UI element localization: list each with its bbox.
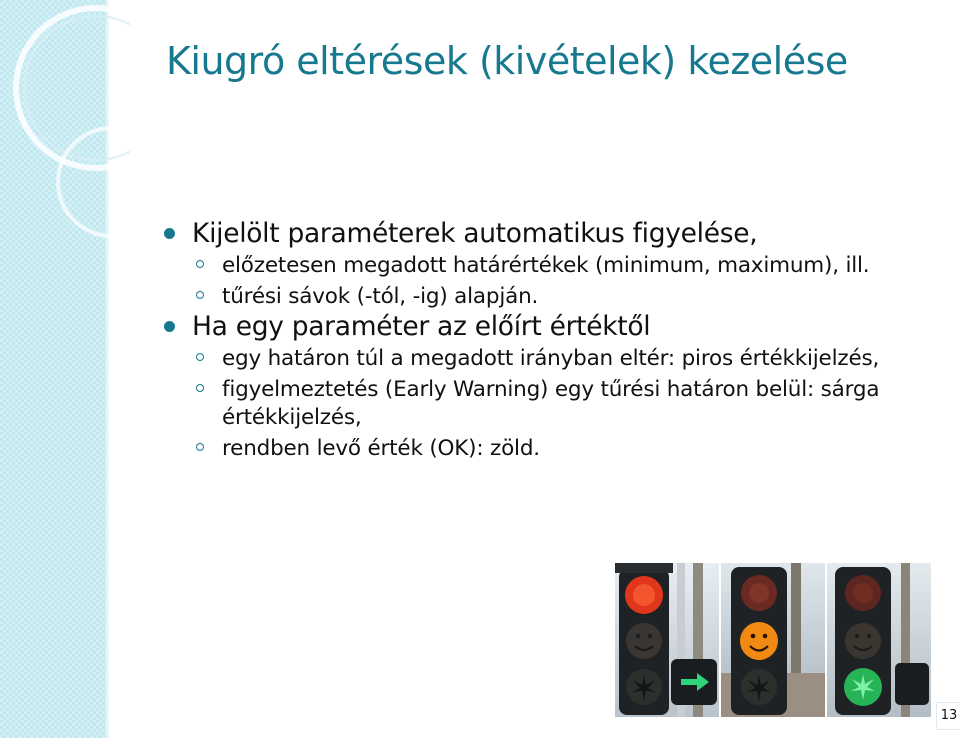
bullet-list	[164, 218, 894, 463]
traffic-light-red-icon	[615, 563, 719, 717]
sub-bullet-item	[164, 283, 894, 311]
traffic-light-yellow-icon	[721, 563, 825, 717]
traffic-light-green-icon	[827, 563, 931, 717]
bullet-text: Kijelölt paraméterek automatikus figyelése,	[192, 218, 758, 249]
sub-bullet-ring-icon	[196, 260, 204, 268]
decorative-rings	[0, 0, 130, 260]
bullet-item	[164, 311, 894, 343]
bullet-item	[164, 218, 894, 250]
sub-bullet-ring-icon	[196, 291, 204, 299]
slide-title: Kiugró eltérések (kivételek) kezelése	[166, 39, 848, 83]
page-number: 13	[936, 702, 960, 730]
sub-bullet-item	[164, 376, 894, 432]
traffic-light-red-photo	[615, 563, 719, 717]
bullet-text: Ha egy paraméter az előírt értéktől	[192, 311, 651, 342]
sub-bullet-text: előzetesen megadott határértékek (minimum, maximum), ill.	[222, 253, 870, 278]
sub-bullet-item	[164, 252, 894, 280]
sub-bullet-text: egy határon túl a megadott irányban eltér: piros értékkijelzés,	[222, 346, 880, 371]
sub-bullet-text: rendben levő érték (OK): zöld.	[222, 436, 540, 461]
sub-bullet-ring-icon	[196, 384, 204, 392]
sub-bullet-ring-icon	[196, 443, 204, 451]
traffic-light-green-photo	[827, 563, 931, 717]
sub-bullet-text: tűrési sávok (-tól, -ig) alapján.	[222, 284, 539, 309]
sub-bullet-item	[164, 435, 894, 463]
bullet-dot-icon	[164, 321, 175, 332]
bullet-dot-icon	[164, 228, 175, 239]
sub-bullet-text: figyelmeztetés (Early Warning) egy tűrési határon belül: sárga értékkijelzés,	[222, 377, 880, 430]
traffic-light-yellow-photo	[721, 563, 825, 717]
sub-bullet-item	[164, 345, 894, 373]
lamp-lit	[740, 622, 778, 660]
sub-bullet-ring-icon	[196, 353, 204, 361]
